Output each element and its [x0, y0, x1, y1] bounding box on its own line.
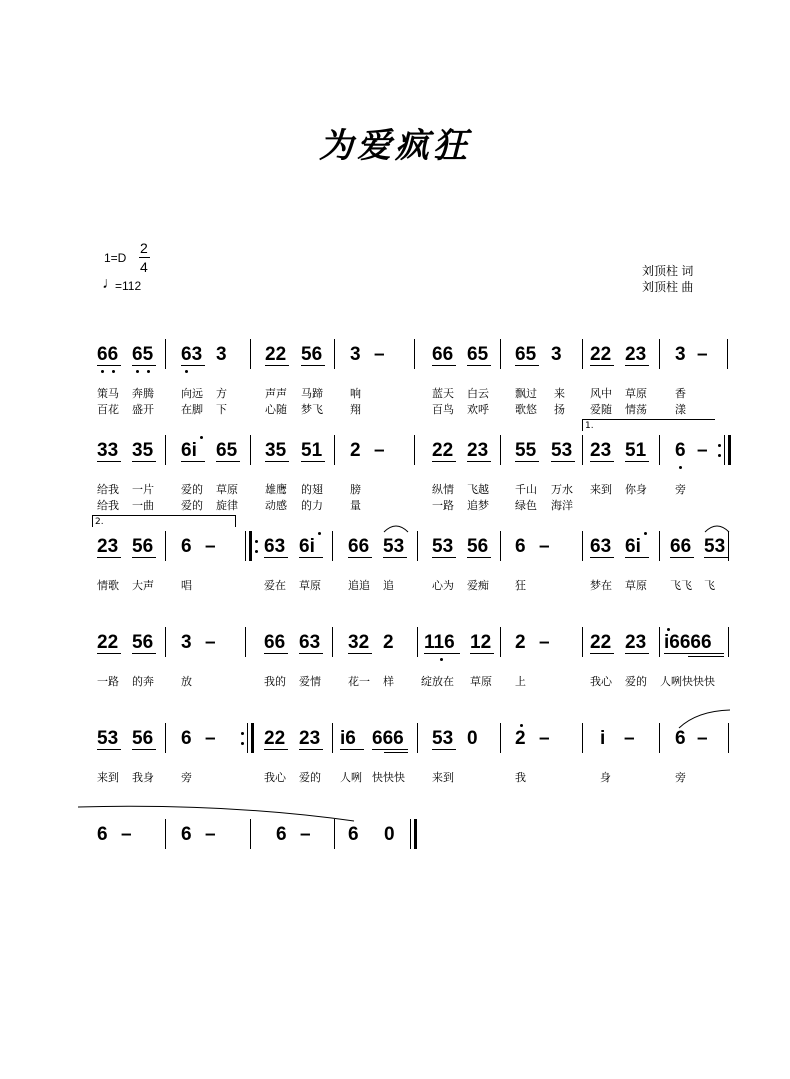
- tie-arc: [76, 801, 356, 825]
- note: 6: [276, 824, 287, 845]
- lyrics-verse-1: 一路 的奔 放 我的 爱情 花一 样 绽放在 草原 上 我心 爱的 人咧快快快: [97, 676, 715, 688]
- lyricist-credit: 刘顶柱 词: [642, 264, 694, 278]
- note: 6: [675, 440, 686, 461]
- composer-credit: 刘顶柱 曲: [642, 280, 694, 294]
- note: 63: [264, 536, 286, 557]
- note: 63: [181, 344, 203, 365]
- note: 2: [383, 632, 394, 653]
- note: i6: [340, 728, 356, 749]
- note: i6666: [664, 632, 712, 653]
- note: 23: [625, 632, 647, 653]
- note: 22: [97, 632, 119, 653]
- note: –: [539, 632, 550, 653]
- note: –: [205, 632, 216, 653]
- note: –: [205, 824, 216, 845]
- note: 32: [348, 632, 370, 653]
- note: 6: [181, 536, 192, 557]
- note: 65: [132, 344, 154, 365]
- note: –: [374, 440, 385, 461]
- note: 2: [515, 728, 526, 749]
- note: 56: [132, 632, 154, 653]
- barline: [582, 339, 583, 369]
- note: 6: [181, 728, 192, 749]
- note: i: [600, 728, 606, 749]
- note: 66: [264, 632, 286, 653]
- time-signature-bottom: 4: [140, 259, 148, 275]
- note: 53: [704, 536, 726, 557]
- note: 6: [97, 824, 108, 845]
- note: 22: [590, 632, 612, 653]
- note: 56: [132, 728, 154, 749]
- note: 666: [372, 728, 404, 749]
- note: 66: [97, 344, 119, 365]
- note: 56: [132, 536, 154, 557]
- note: 65: [216, 440, 238, 461]
- note: –: [539, 728, 550, 749]
- barline: [165, 339, 166, 369]
- note: 55: [515, 440, 537, 461]
- note: 66: [348, 536, 370, 557]
- note: –: [205, 536, 216, 557]
- time-signature-top: 2: [140, 240, 148, 256]
- note: 53: [551, 440, 573, 461]
- barline: [727, 339, 728, 369]
- tie-arc: [382, 523, 410, 533]
- note: 6: [515, 536, 526, 557]
- lyrics-verse-1: 来到 我身 旁 我心 爱的 人咧 快快快 来到 我 身 旁: [97, 772, 686, 784]
- song-title: 为爱疯狂: [319, 126, 471, 166]
- barline: [334, 339, 335, 369]
- volta-1: 1.: [582, 419, 715, 431]
- note: 22: [264, 728, 286, 749]
- note: 23: [299, 728, 321, 749]
- note: 0: [467, 728, 478, 749]
- barline: [659, 339, 660, 369]
- note: 6: [181, 824, 192, 845]
- note: –: [539, 536, 550, 557]
- barline: [500, 339, 501, 369]
- note: 53: [97, 728, 119, 749]
- lyrics-verse-2: 给我 一曲 爱的 旋律 动感 的力 量 一路 追梦 绿色 海洋: [97, 500, 573, 512]
- note: –: [300, 824, 311, 845]
- note: 22: [432, 440, 454, 461]
- tie-arc: [677, 709, 732, 729]
- note: 3: [551, 344, 562, 365]
- barline: [414, 339, 415, 369]
- note: 116: [424, 632, 455, 653]
- note: 66: [670, 536, 692, 557]
- note: 23: [467, 440, 489, 461]
- note: 2: [350, 440, 361, 461]
- lyrics-verse-1: 给我 一片 爱的 草原 雄鹰 的翅 膀 纵情 飞越 千山 万水 来到 你身 旁: [97, 484, 686, 496]
- note: 22: [590, 344, 612, 365]
- note: 2: [515, 632, 526, 653]
- note: 22: [265, 344, 287, 365]
- key-signature: 1=D: [104, 251, 127, 265]
- note: 33: [97, 440, 119, 461]
- note: 63: [299, 632, 321, 653]
- note: 0: [384, 824, 395, 845]
- note: 66: [432, 344, 454, 365]
- note: –: [697, 344, 708, 365]
- note: 3: [675, 344, 686, 365]
- note: 6i: [625, 536, 641, 557]
- note: 12: [470, 632, 492, 653]
- note: 23: [625, 344, 647, 365]
- note: 65: [467, 344, 489, 365]
- note: 6i: [181, 440, 197, 461]
- quarter-note-icon: ♩: [102, 275, 118, 292]
- lyrics-verse-1: 情歌 大声 唱 爱在 草原 追追 追 心为 爱痴 狂 梦在 草原 飞飞 飞: [97, 580, 715, 592]
- note: 51: [625, 440, 647, 461]
- note: 6: [348, 824, 359, 845]
- note: –: [697, 728, 708, 749]
- barline: [250, 339, 251, 369]
- note: 3: [181, 632, 192, 653]
- note: 23: [590, 440, 612, 461]
- note: 35: [132, 440, 154, 461]
- lyrics-verse-2: 百花 盛开 在脚 下 心随 梦飞 翔 百鸟 欢呼 歌悠 扬 爱随 情荡 漾: [97, 404, 686, 416]
- note: 53: [383, 536, 405, 557]
- time-signature-line: [139, 257, 150, 258]
- volta-2: 2.: [92, 515, 236, 527]
- note: 3: [216, 344, 227, 365]
- note: 35: [265, 440, 287, 461]
- note: –: [697, 440, 708, 461]
- note: 65: [515, 344, 537, 365]
- note: 23: [97, 536, 119, 557]
- note: –: [374, 344, 385, 365]
- note: 6: [675, 728, 686, 749]
- note: –: [624, 728, 635, 749]
- note: 56: [467, 536, 489, 557]
- tie-arc: [703, 523, 731, 533]
- lyrics-verse-1: 策马 奔腾 向远 方 声声 马蹄 响 蓝天 白云 飘过 来 风中 草原 香: [97, 388, 686, 400]
- note: 3: [350, 344, 361, 365]
- note: –: [121, 824, 132, 845]
- note: 51: [301, 440, 323, 461]
- note: 56: [301, 344, 323, 365]
- note: 63: [590, 536, 612, 557]
- tempo-marking: =112: [115, 279, 142, 293]
- note: 53: [432, 536, 454, 557]
- note: 53: [432, 728, 454, 749]
- note: –: [205, 728, 216, 749]
- note: 6i: [299, 536, 315, 557]
